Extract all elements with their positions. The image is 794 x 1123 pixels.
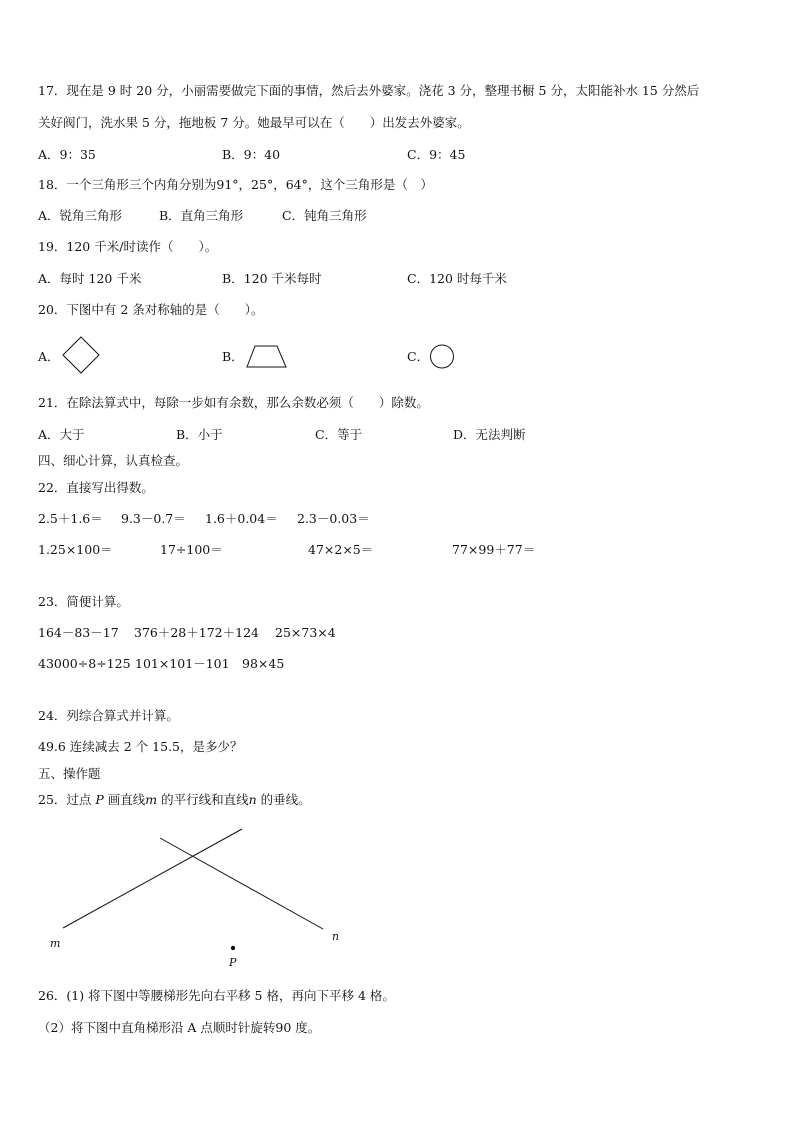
line-n xyxy=(160,838,323,929)
q22-item-3: 1.6＋0.04＝ xyxy=(205,511,278,526)
q19-option-a: A．每时 120 千米 xyxy=(38,271,142,286)
q22-item-2: 9.3－0.7＝ xyxy=(121,511,186,526)
q17-line2: 关好阀门，洗水果 5 分，拖地板 7 分。她最早可以在（ ）出发去外婆家。 xyxy=(38,115,470,130)
q19-option-c: C．120 时每千米 xyxy=(407,271,507,286)
q25-stem-b: 画直线 xyxy=(103,792,146,807)
q18-stem: 18．一个三角形三个内角分别为91°，25°，64°，这个三角形是（ ） xyxy=(38,177,433,192)
q17-option-c: C．9：45 xyxy=(407,147,466,162)
line-m xyxy=(63,829,242,928)
q25-stem-d: 的垂线。 xyxy=(256,792,311,807)
q22-item-4: 2.3－0.03＝ xyxy=(297,511,370,526)
q22-item-1: 2.5＋1.6＝ xyxy=(38,511,103,526)
label-n: n xyxy=(332,930,340,943)
q20-stem: 20．下图中有 2 条对称轴的是（ ）。 xyxy=(38,302,264,317)
q25-stem-c: 的平行线和直线 xyxy=(157,792,249,807)
q22-item-7: 47×2×5＝ xyxy=(308,542,374,557)
q21-option-c: C．等于 xyxy=(315,427,363,442)
q20-option-b: B． xyxy=(222,349,244,364)
q22-item-8: 77×99＋77＝ xyxy=(452,542,536,557)
q21-option-b: B．小于 xyxy=(176,427,223,442)
q18-option-a: A．锐角三角形 xyxy=(38,208,123,223)
q17-option-a: A．9：35 xyxy=(38,147,96,162)
q17-line1: 17．现在是 9 时 20 分，小丽需要做完下面的事情，然后去外婆家。浇花 3 分，整理书橱 5 分，太阳能补水 15 分然后 xyxy=(38,83,700,98)
q20-option-c: C． xyxy=(407,349,430,364)
q23-stem: 23．简便计算。 xyxy=(38,594,129,609)
q20-option-a: A． xyxy=(38,349,60,364)
q25-stem-a: 25．过点 xyxy=(38,792,96,807)
label-p: P xyxy=(229,956,237,969)
q18-option-b: B．直角三角形 xyxy=(159,208,244,223)
q19-option-b: B．120 千米每时 xyxy=(222,271,322,286)
section-4-heading: 四、细心计算，认真检查。 xyxy=(38,453,189,468)
q21-stem: 21．在除法算式中，每除一步如有余数，那么余数必须（ ）除数。 xyxy=(38,395,429,410)
q25-point-p: P xyxy=(95,792,104,807)
q22-item-5: 1.25×100＝ xyxy=(38,542,113,557)
q21-option-d: D．无法判断 xyxy=(453,427,526,442)
point-p xyxy=(231,946,235,950)
q26-part1: 26．(1) 将下图中等腰梯形先向右平移 5 格，再向下平移 4 格。 xyxy=(38,988,395,1003)
q22-stem: 22．直接写出得数。 xyxy=(38,480,154,495)
q23-item-3: 25×73×4 xyxy=(275,625,336,640)
q17-option-b: B．9：40 xyxy=(222,147,281,162)
q22-item-6: 17÷100＝ xyxy=(160,542,223,557)
q23-item-1: 164－83－17 xyxy=(38,625,119,640)
q23-item-5: 101×101－101 xyxy=(135,656,230,671)
q18-option-c: C．钝角三角形 xyxy=(282,208,367,223)
q21-option-a: A．大于 xyxy=(38,427,85,442)
q23-item-2: 376＋28＋172＋124 xyxy=(134,625,259,640)
label-m: m xyxy=(50,937,61,950)
q25-line-n: n xyxy=(248,792,257,807)
section-5-heading: 五、操作题 xyxy=(38,766,101,781)
q24-body: 49.6 连续减去 2 个 15.5，是多少？ xyxy=(38,739,243,754)
q25-line-m: m xyxy=(145,792,158,807)
q26-part2: （2）将下图中直角梯形沿 A 点顺时针旋转90 度。 xyxy=(38,1020,321,1035)
q24-stem: 24．列综合算式并计算。 xyxy=(38,708,179,723)
q23-item-6: 98×45 xyxy=(242,656,285,671)
q19-stem: 19．120 千米/时读作（ ）。 xyxy=(38,239,218,254)
q23-item-4: 43000÷8÷125 xyxy=(38,656,131,671)
